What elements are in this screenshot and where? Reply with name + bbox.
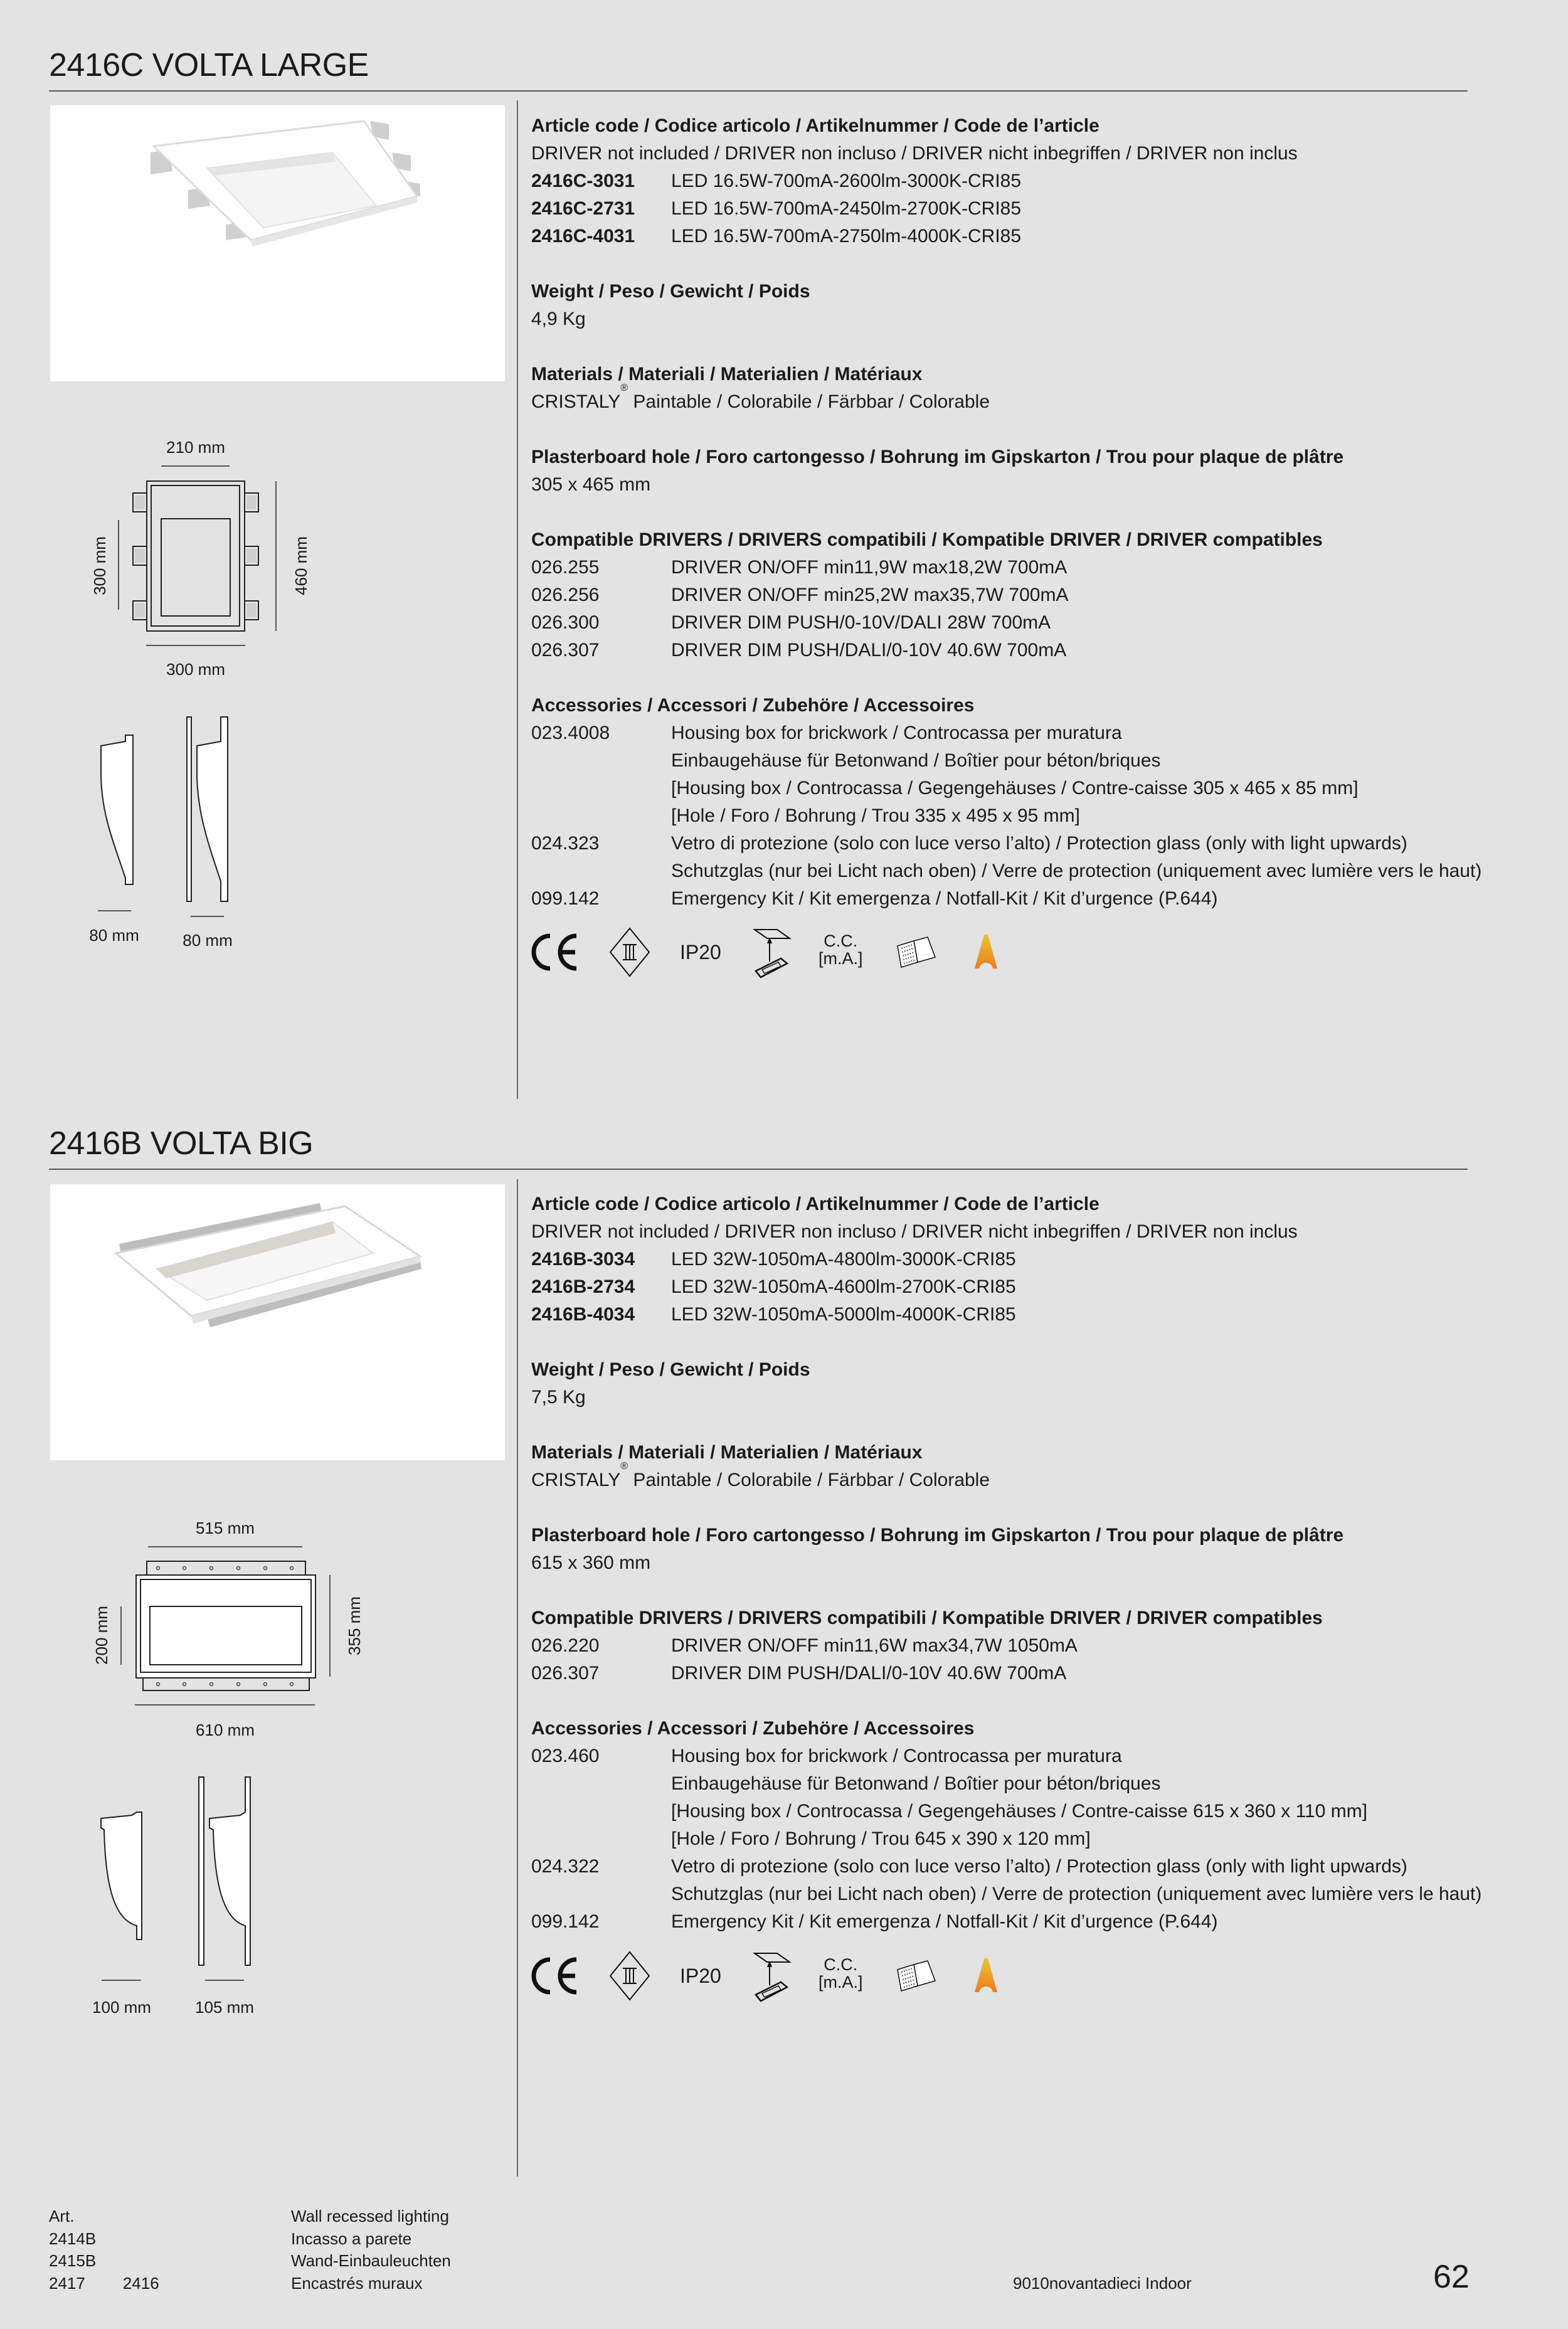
accessory-code[interactable]: 023.4008	[531, 723, 610, 743]
footer-category	[291, 2205, 451, 2295]
materials-value	[531, 383, 1472, 416]
driver-note-text: DRIVER not included / DRIVER non incluso / DRIVER nicht inbegriffen / DRIVER non inclus	[531, 143, 1298, 164]
accessory-row	[531, 885, 1472, 913]
accessory-row	[531, 802, 1472, 830]
ce-mark-icon	[531, 932, 581, 972]
material-brand: CRISTALY	[531, 391, 621, 412]
dim-left-label: 200 mm	[92, 1606, 111, 1665]
article-desc: LED 32W-1050mA-4800lm-3000K-CRI85	[671, 1249, 1016, 1270]
registered-mark: ®	[620, 1461, 628, 1472]
product-title: 2416B VOLTA BIG	[49, 1125, 314, 1162]
hole: 615 x 360 mm	[531, 1552, 651, 1573]
title-rule	[49, 90, 1468, 92]
dim-top-label: 210 mm	[166, 438, 225, 457]
article-row	[531, 223, 1472, 250]
article-code: 2416B-2734	[531, 1276, 635, 1297]
ce-mark-icon	[531, 1956, 581, 1996]
cc-bottom: [m.A.]	[818, 949, 863, 968]
accessory-desc: Schutzglas (nur bei Licht nach oben) / Verre de protection (uniquement avec lumière vers le haut)	[671, 1884, 1482, 1904]
article-row	[531, 167, 1472, 195]
instruction-booklet-icon	[895, 935, 936, 972]
heading: Article code / Codice articolo / Artikelnummer / Code de l’article	[531, 1194, 1099, 1214]
specs-section-1	[531, 1191, 1482, 1936]
accessory-row	[531, 1743, 1472, 1770]
cc-top: C.C.	[824, 931, 858, 950]
light-emission-cone-icon	[973, 1957, 999, 1995]
class-iii-icon	[609, 1951, 650, 2001]
footer-article-link[interactable]: 2414B	[49, 2229, 97, 2248]
heading: Article code / Codice articolo / Artikelnummer / Code de l’article	[531, 115, 1099, 136]
dim-side2-label: 80 mm	[183, 931, 233, 950]
spacer	[531, 416, 1472, 443]
driver-row	[531, 1632, 1472, 1660]
driver-row	[531, 1660, 1472, 1687]
article-row	[531, 1246, 1472, 1273]
weight: 4,9 Kg	[531, 309, 586, 329]
accessory-code[interactable]: 024.323	[531, 833, 600, 854]
heading: Accessories / Accessori / Zubehöre / Accessoires	[531, 695, 975, 716]
ip-rating: IP20	[680, 941, 721, 963]
accessory-code	[531, 1825, 671, 1853]
drivers-heading	[531, 526, 1472, 554]
drivers-heading	[531, 1605, 1472, 1632]
accessory-desc: Einbaugehäuse für Betonwand / Boîtier pour béton/briques	[671, 1773, 1161, 1794]
heading: Weight / Peso / Gewicht / Poids	[531, 1359, 810, 1380]
driver-row	[531, 609, 1472, 637]
product-photo	[50, 105, 505, 381]
driver-code[interactable]: 026.255	[531, 557, 600, 578]
accessory-code[interactable]: 099.142	[531, 888, 600, 909]
article-code: 2416C-2731	[531, 198, 635, 219]
product-photo	[50, 1184, 505, 1460]
accessory-desc: Vetro di protezione (solo con luce verso l’alto) / Protection glass (only with light upwards)	[671, 1856, 1407, 1877]
dim-right-label: 355 mm	[345, 1596, 364, 1655]
driver-desc: DRIVER DIM PUSH/0-10V/DALI 28W 700mA	[671, 612, 1051, 633]
article-desc: LED 16.5W-700mA-2450lm-2700K-CRI85	[671, 198, 1022, 219]
side-view-drawing	[101, 1777, 250, 1980]
heading: Weight / Peso / Gewicht / Poids	[531, 281, 810, 302]
accessory-row	[531, 719, 1472, 747]
dim-bottom-label: 610 mm	[196, 1721, 255, 1739]
spacer	[531, 1577, 1472, 1605]
driver-code[interactable]: 026.256	[531, 585, 600, 605]
weight-heading	[531, 278, 1472, 305]
accessory-desc: Schutzglas (nur bei Licht nach oben) / Verre de protection (uniquement avec lumière vers le haut)	[671, 861, 1482, 881]
product-image	[50, 105, 505, 381]
accessory-code[interactable]: 099.142	[531, 1911, 600, 1932]
driver-desc: DRIVER DIM PUSH/DALI/0-10V 40.6W 700mA	[671, 640, 1067, 661]
accessory-desc: [Hole / Foro / Bohrung / Trou 335 x 495 x 95 mm]	[671, 805, 1080, 826]
heading: Materials / Materiali / Materialien / Matériaux	[531, 1442, 923, 1463]
accessory-desc: [Hole / Foro / Bohrung / Trou 645 x 390 x 120 mm]	[671, 1828, 1091, 1849]
product-image	[50, 1184, 505, 1460]
accessory-row	[531, 1825, 1472, 1853]
article-code: 2416B-3034	[531, 1249, 635, 1270]
accessories-heading	[531, 1715, 1472, 1743]
accessory-desc: Housing box for brickwork / Controcassa per muratura	[671, 1746, 1122, 1766]
title-rule	[49, 1169, 1468, 1170]
accessory-code	[531, 1881, 671, 1908]
accessory-code	[531, 775, 671, 802]
article-row	[531, 1273, 1472, 1301]
class-iii-icon	[609, 927, 650, 977]
accessory-row	[531, 830, 1472, 857]
driver-row	[531, 581, 1472, 609]
heading: Compatible DRIVERS / DRIVERS compatibili / Kompatible DRIVER / DRIVER compatibles	[531, 1608, 1323, 1628]
category-de: Wand-Einbauleuchten	[291, 2251, 451, 2270]
footer-article-current: 2416	[122, 2273, 159, 2293]
accessory-desc: [Housing box / Controcassa / Gegengehäuses / Contre-caisse 615 x 360 x 110 mm]	[671, 1801, 1368, 1822]
hole-value	[531, 1549, 1472, 1577]
accessory-row	[531, 1770, 1472, 1798]
driver-code[interactable]: 026.220	[531, 1635, 600, 1656]
driver-code[interactable]: 026.307	[531, 1663, 600, 1684]
article-desc: LED 32W-1050mA-5000lm-4000K-CRI85	[671, 1304, 1016, 1325]
dim-bottom-label: 300 mm	[166, 660, 225, 679]
spacer	[531, 664, 1472, 692]
column-divider	[517, 100, 518, 1099]
accessory-desc: Vetro di protezione (solo con luce verso l’alto) / Protection glass (only with light upwards)	[671, 833, 1407, 854]
hole-value	[531, 471, 1472, 499]
hole-heading	[531, 1522, 1472, 1549]
accessory-desc: Emergency Kit / Kit emergenza / Notfall-Kit / Kit d’urgence (P.644)	[671, 888, 1218, 909]
accessory-code	[531, 747, 671, 775]
hole: 305 x 465 mm	[531, 474, 651, 495]
accessory-row	[531, 1853, 1472, 1881]
spacer	[531, 250, 1472, 278]
dim-side1-label: 80 mm	[89, 926, 139, 945]
driver-desc: DRIVER ON/OFF min25,2W max35,7W 700mA	[671, 585, 1069, 605]
accessory-desc: [Housing box / Controcassa / Gegengehäuses / Contre-caisse 305 x 465 x 85 mm]	[671, 778, 1359, 798]
accessory-desc: Einbaugehäuse für Betonwand / Boîtier pour béton/briques	[671, 750, 1161, 771]
article-code-heading	[531, 1191, 1472, 1218]
driver-note	[531, 140, 1472, 167]
category-it: Incasso a parete	[291, 2229, 412, 2248]
product-title: 2416C VOLTA LARGE	[49, 47, 369, 83]
materials-heading	[531, 1439, 1472, 1467]
heading: Plasterboard hole / Foro cartongesso / Bohrung im Gipskarton / Trou pour plaque de plâtre	[531, 1525, 1344, 1546]
registered-mark: ®	[620, 383, 628, 393]
weight-value	[531, 305, 1472, 333]
cc-bottom: [m.A.]	[818, 1973, 863, 1992]
footer-art-label: Art.	[49, 2207, 75, 2226]
specs-section-0	[531, 112, 1482, 913]
accessory-code	[531, 1770, 671, 1798]
driver-note	[531, 1218, 1472, 1246]
accessory-row	[531, 1908, 1472, 1936]
screw-holes	[157, 1567, 294, 1686]
material-brand: CRISTALY	[531, 1470, 621, 1490]
accessory-row	[531, 857, 1482, 885]
cc-top: C.C.	[824, 1955, 858, 1974]
heading: Plasterboard hole / Foro cartongesso / Bohrung im Gipskarton / Trou pour plaque de plâtre	[531, 447, 1344, 467]
article-code: 2416C-3031	[531, 171, 635, 191]
driver-desc: DRIVER ON/OFF min11,6W max34,7W 1050mA	[671, 1635, 1078, 1656]
footer-articles	[49, 2205, 159, 2295]
constant-current-label	[818, 932, 863, 967]
accessory-row	[531, 1798, 1472, 1825]
accessory-desc: Housing box for brickwork / Controcassa per muratura	[671, 723, 1122, 743]
heading: Compatible DRIVERS / DRIVERS compatibili / Kompatible DRIVER / DRIVER compatibles	[531, 529, 1323, 550]
front-view-drawing	[121, 1547, 330, 1705]
article-desc: LED 16.5W-700mA-2750lm-4000K-CRI85	[671, 226, 1022, 247]
front-view-drawing	[119, 466, 276, 645]
accessory-row	[531, 775, 1472, 802]
category-en: Wall recessed lighting	[291, 2207, 449, 2226]
spacer	[531, 1411, 1472, 1439]
dim-left-label: 300 mm	[90, 536, 109, 595]
anchor-tabs	[135, 496, 257, 617]
dim-side1-label: 100 mm	[92, 1998, 151, 2017]
materials-value	[531, 1461, 1472, 1494]
page-number: 62	[1433, 2259, 1470, 2295]
driver-desc: DRIVER DIM PUSH/DALI/0-10V 40.6W 700mA	[671, 1663, 1067, 1684]
dim-top-label: 515 mm	[196, 1519, 255, 1537]
material-text: Paintable / Colorabile / Färbbar / Colorable	[628, 1470, 990, 1490]
accessory-code	[531, 857, 671, 885]
driver-desc: DRIVER ON/OFF min11,9W max18,2W 700mA	[671, 557, 1067, 578]
material-text: Paintable / Colorabile / Färbbar / Colorable	[628, 391, 990, 412]
accessory-code[interactable]: 023.460	[531, 1746, 600, 1766]
driver-row	[531, 637, 1472, 664]
side-view-drawing	[98, 717, 228, 916]
weight-value	[531, 1384, 1472, 1411]
ceiling-mount-icon	[752, 1951, 793, 2002]
light-emission-cone-icon	[973, 933, 999, 971]
spacer	[531, 333, 1472, 361]
accessory-code	[531, 1798, 671, 1825]
materials-heading	[531, 361, 1472, 388]
constant-current-label	[818, 1956, 863, 1991]
article-code: 2416C-4031	[531, 226, 635, 247]
heading: Accessories / Accessori / Zubehöre / Accessoires	[531, 1718, 975, 1739]
spacer	[531, 1494, 1472, 1522]
driver-note-text: DRIVER not included / DRIVER non incluso / DRIVER nicht inbegriffen / DRIVER non inclus	[531, 1221, 1298, 1242]
spacer	[531, 1329, 1472, 1356]
accessory-desc: Emergency Kit / Kit emergenza / Notfall-Kit / Kit d’urgence (P.644)	[671, 1911, 1218, 1932]
dim-side2-label: 105 mm	[195, 1998, 254, 2017]
driver-code[interactable]: 026.307	[531, 640, 600, 661]
instruction-booklet-icon	[895, 1958, 936, 1996]
ip-rating: IP20	[680, 1965, 721, 1987]
accessory-row	[531, 1881, 1482, 1908]
heading: Materials / Materiali / Materialien / Matériaux	[531, 364, 923, 385]
weight: 7,5 Kg	[531, 1387, 586, 1408]
hole-heading	[531, 443, 1472, 471]
column-divider	[517, 1179, 518, 2177]
ceiling-mount-icon	[752, 927, 793, 979]
accessories-heading	[531, 692, 1472, 719]
article-row	[531, 195, 1472, 223]
dim-right-label: 460 mm	[292, 536, 310, 595]
footer-article-link[interactable]: 2417	[49, 2273, 85, 2293]
accessory-row	[531, 747, 1472, 775]
category-fr: Encastrés muraux	[291, 2273, 423, 2293]
accessory-code	[531, 802, 671, 830]
article-code-heading	[531, 112, 1472, 140]
driver-code[interactable]: 026.300	[531, 612, 600, 633]
driver-row	[531, 554, 1472, 581]
accessory-code[interactable]: 024.322	[531, 1856, 600, 1877]
footer-article-link[interactable]: 2415B	[49, 2251, 97, 2270]
article-desc: LED 32W-1050mA-4600lm-2700K-CRI85	[671, 1276, 1016, 1297]
certification-icons	[531, 927, 1096, 977]
article-desc: LED 16.5W-700mA-2600lm-3000K-CRI85	[671, 171, 1022, 191]
article-code: 2416B-4034	[531, 1304, 635, 1325]
spacer	[531, 499, 1472, 526]
spacer	[531, 1687, 1472, 1715]
footer-brand: 9010novantadieci Indoor	[1013, 2274, 1192, 2293]
weight-heading	[531, 1356, 1472, 1384]
certification-icons	[531, 1951, 1096, 2001]
article-row	[531, 1301, 1472, 1329]
